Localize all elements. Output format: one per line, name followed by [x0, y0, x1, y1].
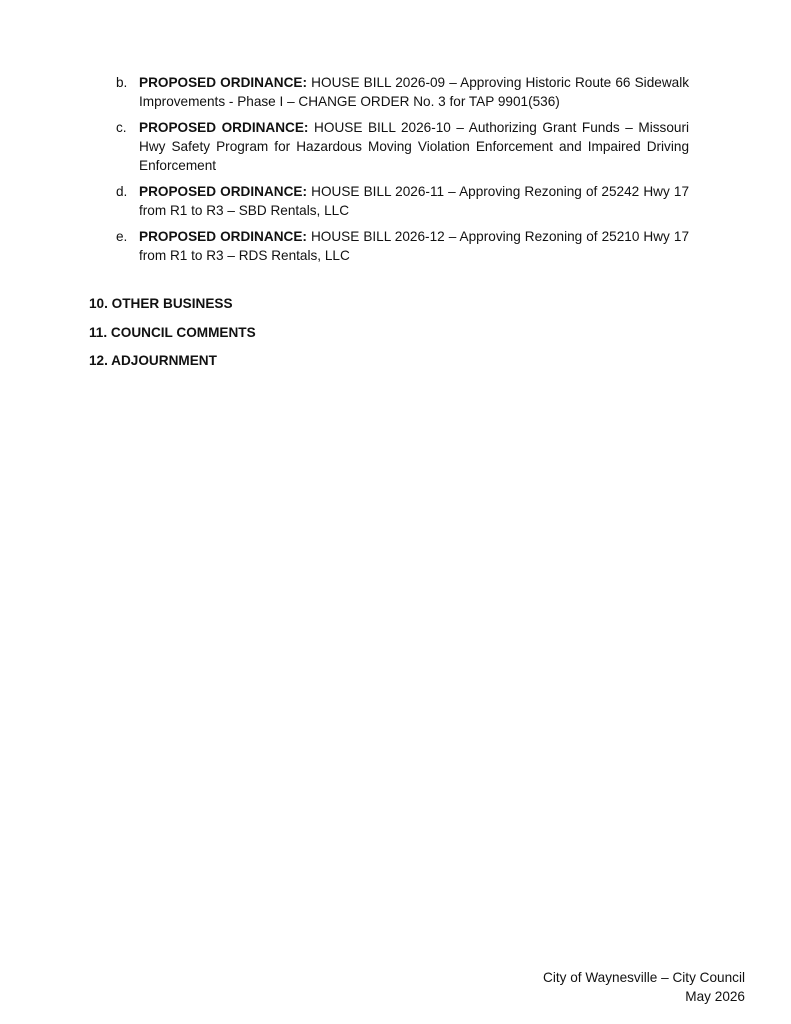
agenda-subitem-c [116, 118, 689, 175]
item-label: PROPOSED ORDINANCE: [139, 75, 308, 90]
agenda-sections [89, 294, 256, 380]
footer-date: May 2026 [685, 989, 745, 1004]
item-text: HOUSE BILL 2026-10 – Authorizing Grant Funds – Missouri Hwy Safety Program for Hazardous Moving Violation Enforcement and Impaired Driving Enforcement [139, 120, 690, 173]
item-body [139, 73, 689, 111]
agenda-subitem-d [116, 182, 689, 220]
item-letter: c. [116, 120, 127, 135]
item-body [139, 182, 689, 220]
agenda-subitem-b [116, 73, 689, 111]
item-label: PROPOSED ORDINANCE: [139, 184, 308, 199]
agenda-subitem-e [116, 227, 689, 265]
section-other-business: 10. OTHER BUSINESS [89, 296, 233, 311]
item-body [139, 227, 689, 265]
item-text: HOUSE BILL 2026-12 – Approving Rezoning of 25210 Hwy 17 from R1 to R3 – RDS Rentals, LLC [139, 229, 690, 263]
ordinance-list [116, 73, 689, 272]
footer-organization: City of Waynesville – City Council [543, 970, 745, 985]
item-body [139, 118, 689, 175]
item-letter: b. [116, 75, 128, 90]
item-label: PROPOSED ORDINANCE: [139, 120, 309, 135]
item-text: HOUSE BILL 2026-09 – Approving Historic Route 66 Sidewalk Improvements - Phase I – CHANGE ORDER No. 3 for TAP 9901(536) [139, 75, 690, 109]
section-council-comments: 11. COUNCIL COMMENTS [89, 324, 256, 340]
item-letter: d. [116, 184, 128, 199]
page-footer [543, 968, 745, 1006]
item-letter: e. [116, 229, 128, 244]
item-text: HOUSE BILL 2026-11 – Approving Rezoning of 25242 Hwy 17 from R1 to R3 – SBD Rentals, LLC [139, 184, 689, 218]
item-label: PROPOSED ORDINANCE: [139, 229, 307, 244]
section-adjournment: 12. ADJOURNMENT [89, 353, 217, 368]
